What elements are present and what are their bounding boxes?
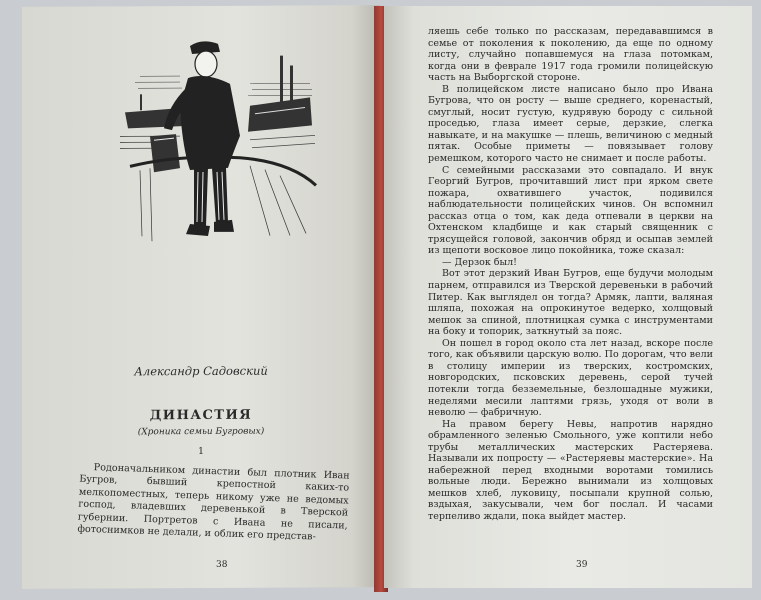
right-paragraph: Он пошел в город около ста лет назад, вскоре после того, как объявили царскую волю. По дорогам, что вели в столицу империи из тверских, костромских, новгородских, псковских деревень, серой тучей потекли тогда безземельные, безлошадные мужики, неделями месили лаптями грязь, уходя от воли в неволю — фабричную. bbox=[428, 337, 713, 419]
page-number-right: 39 bbox=[576, 560, 588, 570]
open-book bbox=[22, 6, 752, 594]
right-paragraph: Вот этот дерзкий Иван Бугров, еще будучи молодым парнем, отправился из Тверской деревеньки в рабочий Питер. Как выглядел он тогда? Армяк, лапти, валяная шляпа, похожая на опрокинутое ведерко, холщовый мешок за спиной, плотницкая сумка с инструментами на боку и топорик, заткнутый за пояс. bbox=[428, 268, 713, 338]
left-body-text bbox=[77, 462, 350, 545]
right-page bbox=[384, 6, 752, 588]
left-paragraph: Родоначальником династии был плотник Иван Бугров, бывший крепостной каких-то мелкопоместных, теперь никому уже не ведомых господ, владевших деревенькой в Тверской губернии. Портретов с Ивана не писали, фотоснимков не делали, и облик его представ- bbox=[77, 462, 350, 543]
right-paragraph: ляешь себе только по рассказам, передававшимся в семье от поколения к поколению, да еще по одному листу, случайно попавшемуся на глаза потомкам, когда они в феврале 1917 года громили полицейскую часть на Выборгской стороне. bbox=[428, 26, 713, 84]
chapter-number: 1 bbox=[197, 445, 205, 458]
right-paragraph: На правом берегу Невы, напротив нарядно обрамленного зеленью Смольного, уже коптили небо трубы металлических мастерских Растеряева. Называли их попросту — «Растеряевы мастерские». На набережной перед входными воротами томились вольные люди. Бережно вынимали из холщовых мешков хлеб, луковицу, посыпали крупной солью, вздыхая, закусывали, чем бог послал. И часами терпеливо ждали, пока выйдет мастер. bbox=[428, 418, 713, 522]
book-subtitle: (Хроника семьи Бугровых) bbox=[137, 426, 265, 438]
left-page bbox=[22, 5, 380, 589]
worker-illustration bbox=[120, 35, 320, 246]
right-paragraph: С семейными рассказами это совпадало. И внук Георгий Бугров, прочитавший лист при ярком свете пожара, охватившего участок, подивился наблюдательности полицейских чинов. Он вспомнил рассказ отца о том, как деда отпевали в церкви на Охтенском кладбище и как старый священник с трясущейся головой, закончив обряд и осыпав землей из щепоти восковое лицо покойника, тоже сказал: bbox=[428, 164, 713, 257]
author-name: Александр Садовский bbox=[134, 363, 268, 379]
page-number-left: 38 bbox=[216, 559, 228, 570]
right-body-text bbox=[428, 26, 713, 523]
right-paragraph: В полицейском листе написано было про Ивана Бугрова, что он росту — выше среднего, коренастый, смуглый, носит густую, кудрявую бороду с сильной проседью, глаза имеет серые, дерзкие, слегка навыкате, и на макушке — плешь, величиною с медный пятак. Особые приметы — повязывает голову ремешком, которого часто не снимает и после работы. bbox=[428, 83, 713, 165]
book-title: ДИНАСТИЯ bbox=[149, 407, 253, 424]
right-paragraph: — Дерзок был! bbox=[442, 256, 517, 268]
